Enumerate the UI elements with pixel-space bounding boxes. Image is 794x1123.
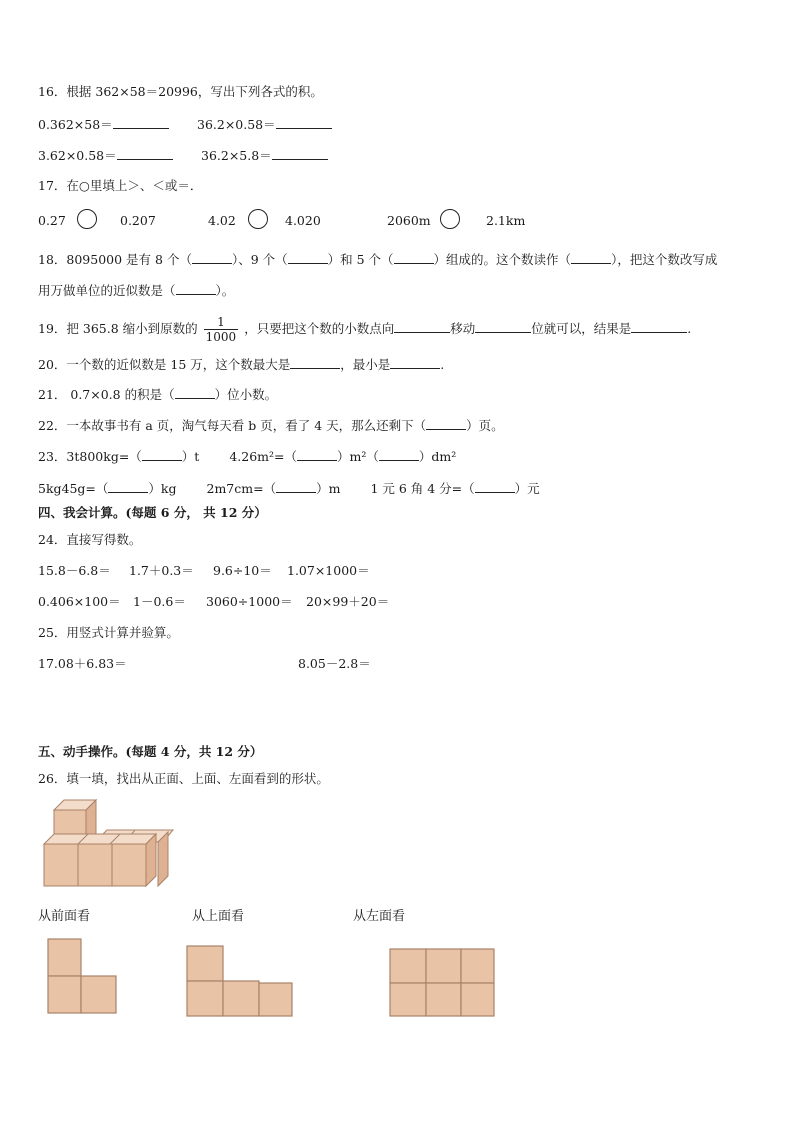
view-label-top: 从上面看 <box>192 909 245 924</box>
q19-line: 19．把 365.8 缩小到原数的 $\frac{1}{1000}$ ，只要把这个数的小数点向 移动 位就可以，结果是 . <box>38 315 692 344</box>
q22-line: 22．一本故事书有 a 页，淘气每天看 b 页，看了 4 天，那么还剩下（ ）页。 <box>38 418 504 433</box>
front-view-figure <box>47 938 122 1018</box>
cube-arrangement-figure <box>40 800 180 890</box>
q23-line-2: 5kg45g=（ ）kg 2m7cm=（ ）m 1 元 6 角 4 分=（ ）元 <box>38 481 540 496</box>
q16-expr-c: 3.62×0.58＝ <box>38 147 173 164</box>
q24-expr: 1－0.6＝ <box>133 594 186 609</box>
answer-blank[interactable] <box>142 448 182 461</box>
fraction: $\frac{1}{1000}$ <box>205 315 237 344</box>
q25-expr-2: 8.05－2.8＝ <box>298 656 371 671</box>
q24-expr: 15.8－6.8＝ <box>38 563 111 578</box>
answer-blank[interactable] <box>276 480 316 493</box>
left-view-figure <box>389 948 499 1020</box>
answer-blank[interactable] <box>117 147 173 160</box>
view-label-front: 从前面看 <box>38 909 91 924</box>
answer-blank[interactable] <box>272 147 328 160</box>
q21-line: 21． 0.7×0.8 的积是（ ）位小数。 <box>38 387 278 402</box>
section-4-heading: 四、我会计算。(每题 6 分， 共 12 分） <box>38 505 267 520</box>
q26-title: 26．填一填，找出从正面、上面、左面看到的形状。 <box>38 771 329 786</box>
compare-circle[interactable] <box>77 209 97 229</box>
answer-blank[interactable] <box>276 116 332 129</box>
answer-blank[interactable] <box>113 116 169 129</box>
q17-left-1: 0.27 <box>38 213 66 228</box>
view-label-left: 从左面看 <box>353 909 406 924</box>
q24-expr: 3060÷1000＝ <box>206 594 293 609</box>
q18-line-2: 用万做单位的近似数是（ ）。 <box>38 283 235 298</box>
answer-blank[interactable] <box>394 320 450 333</box>
q16-expr-a: 0.362×58＝ <box>38 116 169 133</box>
q17-right-1: 0.207 <box>120 213 156 228</box>
answer-blank[interactable] <box>290 356 340 369</box>
q25-title: 25．用竖式计算并验算。 <box>38 625 179 640</box>
answer-blank[interactable] <box>288 251 328 264</box>
q24-expr: 0.406×100＝ <box>38 594 121 609</box>
q17-left-3: 2060m <box>387 213 431 228</box>
q24-expr: 1.7＋0.3＝ <box>129 563 194 578</box>
answer-blank[interactable] <box>475 480 515 493</box>
q17-right-3: 2.1km <box>486 213 526 228</box>
q16-title: 16．根据 362×58＝20996，写出下列各式的积。 <box>38 84 323 99</box>
q16-expr-d: 36.2×5.8＝ <box>201 147 328 164</box>
q17-title: 17．在○里填上＞、＜或＝． <box>38 178 203 193</box>
q24-expr: 1.07×1000＝ <box>287 563 370 578</box>
q17-left-2: 4.02 <box>208 213 236 228</box>
answer-blank[interactable] <box>631 320 687 333</box>
q24-title: 24．直接写得数。 <box>38 532 142 547</box>
q24-expr: 9.6÷10＝ <box>213 563 272 578</box>
compare-circle[interactable] <box>248 209 268 229</box>
answer-blank[interactable] <box>426 417 466 430</box>
q16-expr-b: 36.2×0.58＝ <box>197 116 332 133</box>
section-5-heading: 五、动手操作。(每题 4 分，共 12 分） <box>38 744 263 759</box>
top-view-figure <box>186 945 296 1020</box>
answer-blank[interactable] <box>192 251 232 264</box>
compare-circle[interactable] <box>440 209 460 229</box>
answer-blank[interactable] <box>379 448 419 461</box>
answer-blank[interactable] <box>297 448 337 461</box>
q23-line-1: 23．3t800kg=（ ）t 4.26m²=（ ）m²（ ）dm² <box>38 449 457 464</box>
q24-expr: 20×99＋20＝ <box>306 594 390 609</box>
answer-blank[interactable] <box>108 480 148 493</box>
answer-blank[interactable] <box>394 251 434 264</box>
q25-expr-1: 17.08＋6.83＝ <box>38 656 127 671</box>
answer-blank[interactable] <box>390 356 440 369</box>
answer-blank[interactable] <box>475 320 531 333</box>
answer-blank[interactable] <box>176 282 216 295</box>
q18-line-1: 18．8095000 是有 8 个（ ）、9 个（ ）和 5 个（ ）组成的。这个数读作（ ），把这个数改写成 <box>38 252 718 267</box>
q17-right-2: 4.020 <box>285 213 321 228</box>
answer-blank[interactable] <box>175 386 215 399</box>
answer-blank[interactable] <box>571 251 611 264</box>
q20-line: 20．一个数的近似数是 15 万，这个数最大是 ，最小是 . <box>38 357 445 372</box>
